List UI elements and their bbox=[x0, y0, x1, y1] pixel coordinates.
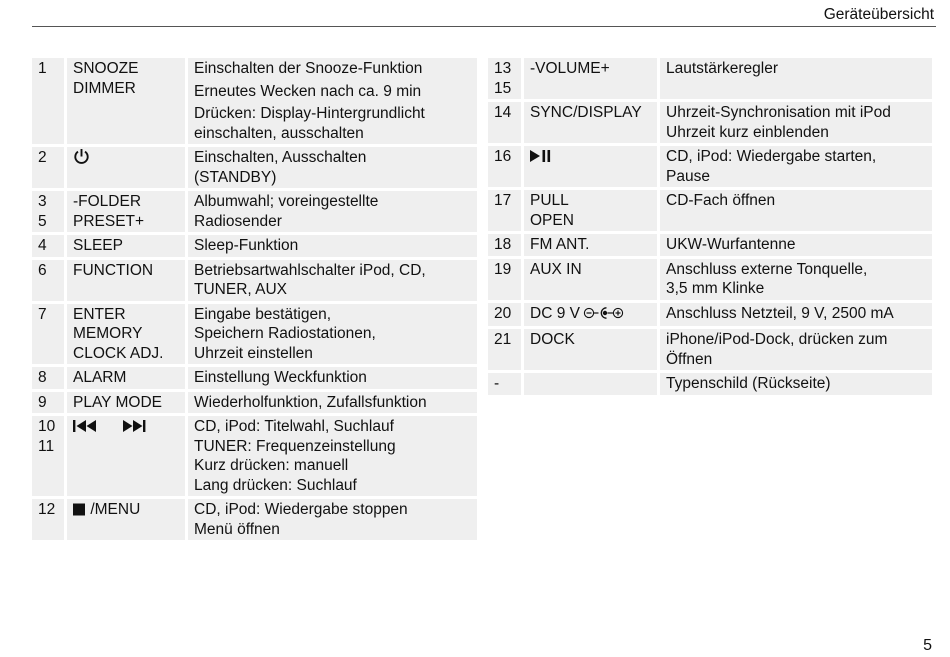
description-cell bbox=[188, 58, 477, 144]
control-icon-line bbox=[73, 148, 180, 171]
description-cell bbox=[660, 329, 932, 370]
control-name-cell bbox=[67, 367, 185, 389]
table-row bbox=[488, 329, 932, 370]
description-line: Pause bbox=[666, 167, 710, 185]
table-row bbox=[32, 191, 477, 232]
item-number-line: 12 bbox=[38, 501, 56, 518]
control-name-line: PLAY MODE bbox=[73, 393, 163, 411]
description-line: Menü öffnen bbox=[194, 520, 280, 538]
control-name-cell bbox=[524, 190, 657, 231]
description-cell bbox=[660, 259, 932, 300]
description-cell bbox=[660, 58, 932, 99]
control-name-cell bbox=[67, 260, 185, 301]
description-line: CD-Fach öffnen bbox=[666, 192, 776, 209]
control-name-line bbox=[530, 304, 652, 326]
description-line: Typenschild (Rückseite) bbox=[666, 375, 831, 392]
item-number-cell bbox=[488, 234, 521, 256]
controls-table-left bbox=[32, 58, 477, 543]
description-line: Uhrzeit-Synchronisation mit iPod bbox=[666, 104, 891, 121]
table-row bbox=[32, 367, 477, 389]
control-name-cell bbox=[524, 234, 657, 256]
item-number-cell bbox=[32, 58, 64, 144]
item-number-line: 10 bbox=[38, 418, 56, 435]
item-number-cell bbox=[32, 260, 64, 301]
control-name-text: /MENU bbox=[90, 501, 141, 518]
controls-table-right bbox=[488, 58, 932, 398]
table-row bbox=[488, 303, 932, 327]
description-line: Öffnen bbox=[666, 350, 713, 368]
control-name-cell bbox=[67, 58, 185, 144]
table-row bbox=[32, 260, 477, 301]
control-name-line: AUX IN bbox=[530, 260, 582, 278]
control-name-cell bbox=[524, 58, 657, 99]
table-row bbox=[32, 499, 477, 540]
item-number-line: 15 bbox=[494, 79, 512, 97]
description-cell bbox=[660, 146, 932, 187]
item-number-cell bbox=[488, 303, 521, 327]
item-number-line: 16 bbox=[494, 148, 512, 165]
description-line: Lang drücken: Suchlauf bbox=[194, 476, 357, 494]
description-cell bbox=[188, 392, 477, 414]
table-row bbox=[488, 190, 932, 231]
table-row bbox=[488, 259, 932, 300]
dc-polarity-icon bbox=[584, 306, 628, 326]
control-name-text: DC 9 V bbox=[530, 304, 580, 322]
control-icon-line bbox=[530, 147, 652, 169]
description-line: Albumwahl; voreingestellte bbox=[194, 193, 379, 210]
control-name-line: PULL bbox=[530, 192, 569, 209]
description-line: einschalten, ausschalten bbox=[194, 124, 364, 142]
control-name-cell bbox=[524, 102, 657, 143]
control-name-cell bbox=[67, 499, 185, 540]
table-row bbox=[488, 58, 932, 99]
item-number-line: 11 bbox=[38, 437, 55, 455]
description-line: Radiosender bbox=[194, 212, 282, 230]
control-name-line: DIMMER bbox=[73, 79, 136, 97]
control-name-cell bbox=[524, 146, 657, 187]
description-line: Sleep-Funktion bbox=[194, 237, 299, 254]
description-cell bbox=[660, 373, 932, 395]
description-line: 3,5 mm Klinke bbox=[666, 280, 765, 297]
item-number-line: 5 bbox=[38, 212, 47, 230]
description-line: Uhrzeit kurz einblenden bbox=[666, 123, 829, 141]
table-row bbox=[32, 58, 477, 144]
item-number-line: 7 bbox=[38, 305, 47, 323]
description-line: TUNER, AUX bbox=[194, 281, 288, 298]
description-cell bbox=[660, 234, 932, 256]
control-name-line: FM ANT. bbox=[530, 236, 590, 253]
table-row bbox=[32, 416, 477, 496]
description-line: (STANDBY) bbox=[194, 168, 277, 186]
description-cell bbox=[188, 191, 477, 232]
control-name-line: CLOCK ADJ. bbox=[73, 344, 164, 362]
description-line: iPhone/iPod-Dock, drücken zum bbox=[666, 331, 888, 348]
control-name-line: ENTER bbox=[73, 305, 126, 323]
item-number-line: 21 bbox=[494, 331, 512, 348]
description-cell bbox=[188, 260, 477, 301]
description-line: Uhrzeit einstellen bbox=[194, 344, 313, 362]
item-number-line: 3 bbox=[38, 193, 47, 210]
item-number-cell bbox=[488, 373, 521, 395]
control-name-line: SNOOZE bbox=[73, 60, 139, 77]
item-number-cell bbox=[32, 392, 64, 414]
table-row bbox=[32, 235, 477, 257]
description-line: CD, iPod: Wiedergabe stoppen bbox=[194, 501, 408, 518]
item-number-line: 17 bbox=[494, 192, 512, 209]
control-name-line: SLEEP bbox=[73, 237, 123, 254]
table-row bbox=[488, 234, 932, 256]
control-name-cell bbox=[67, 191, 185, 232]
control-name-cell bbox=[524, 329, 657, 370]
control-name-cell bbox=[67, 235, 185, 257]
item-number-line: 20 bbox=[494, 304, 512, 322]
item-number-line: 1 bbox=[38, 60, 47, 77]
description-cell bbox=[188, 304, 477, 365]
description-line: Einschalten, Ausschalten bbox=[194, 149, 367, 166]
description-line: Kurz drücken: manuell bbox=[194, 457, 349, 474]
item-number-line: 8 bbox=[38, 369, 47, 386]
control-name-cell bbox=[67, 392, 185, 414]
control-name-line: PRESET+ bbox=[73, 212, 145, 230]
control-name-cell bbox=[67, 304, 185, 365]
description-line: Betriebsartwahlschalter iPod, CD, bbox=[194, 261, 426, 279]
description-cell bbox=[188, 367, 477, 389]
control-name-line: MEMORY bbox=[73, 325, 143, 342]
item-number-cell bbox=[488, 102, 521, 143]
control-name-line: FUNCTION bbox=[73, 261, 154, 279]
item-number-cell bbox=[32, 191, 64, 232]
table-row bbox=[488, 373, 932, 395]
description-line: Speichern Radiostationen, bbox=[194, 325, 376, 342]
description-line: Eingabe bestätigen, bbox=[194, 305, 332, 323]
item-number-cell bbox=[32, 304, 64, 365]
control-name-line: DOCK bbox=[530, 331, 575, 348]
table-row bbox=[32, 392, 477, 414]
item-number-cell bbox=[488, 329, 521, 370]
page-number: 5 bbox=[923, 637, 932, 654]
description-line: Einschalten der Snooze-Funktion bbox=[194, 60, 423, 77]
item-number-line: 13 bbox=[494, 60, 512, 77]
description-cell bbox=[188, 416, 477, 496]
play-pause-icon bbox=[530, 149, 552, 169]
control-name-line bbox=[73, 500, 180, 522]
item-number-cell bbox=[488, 58, 521, 99]
description-line: Anschluss Netzteil, 9 V, 2500 mA bbox=[666, 304, 894, 322]
stop-icon bbox=[73, 502, 86, 522]
table-row bbox=[488, 146, 932, 187]
item-number-line: 18 bbox=[494, 236, 512, 253]
table-row bbox=[32, 147, 477, 188]
control-name-line: SYNC/DISPLAY bbox=[530, 104, 642, 121]
item-number-cell bbox=[32, 235, 64, 257]
description-line: TUNER: Frequenzeinstellung bbox=[194, 437, 396, 455]
item-number-cell bbox=[32, 499, 64, 540]
page-header-title: Geräteübersicht bbox=[823, 6, 934, 23]
description-line: Drücken: Display-Hintergrundlicht bbox=[194, 105, 425, 122]
item-number-line: 4 bbox=[38, 237, 47, 254]
control-name-cell bbox=[67, 147, 185, 188]
description-line: Anschluss externe Tonquelle, bbox=[666, 260, 868, 278]
item-number-line: 6 bbox=[38, 261, 47, 279]
item-number-cell bbox=[488, 190, 521, 231]
description-cell bbox=[660, 303, 932, 327]
item-number-line: 19 bbox=[494, 260, 512, 278]
item-number-cell bbox=[488, 259, 521, 300]
description-cell bbox=[660, 190, 932, 231]
description-line: UKW-Wurfantenne bbox=[666, 236, 796, 253]
description-line: Erneutes Wecken nach ca. 9 min bbox=[194, 82, 422, 100]
item-number-line: 2 bbox=[38, 149, 47, 166]
table-row bbox=[32, 304, 477, 365]
description-cell bbox=[188, 147, 477, 188]
control-name-line: OPEN bbox=[530, 211, 574, 229]
description-cell bbox=[188, 499, 477, 540]
item-number-line: - bbox=[494, 375, 500, 392]
item-number-line: 14 bbox=[494, 104, 512, 121]
description-line: Lautstärkeregler bbox=[666, 60, 779, 77]
power-icon bbox=[73, 148, 90, 171]
item-number-cell bbox=[32, 147, 64, 188]
control-icon-line bbox=[73, 417, 180, 439]
control-name-cell bbox=[524, 303, 657, 327]
control-name-line: ALARM bbox=[73, 369, 127, 386]
item-number-line: 9 bbox=[38, 393, 47, 411]
header-divider bbox=[32, 26, 936, 27]
description-line: Wiederholfunktion, Zufallsfunktion bbox=[194, 393, 427, 411]
description-cell bbox=[188, 235, 477, 257]
table-row bbox=[488, 102, 932, 143]
control-name-cell bbox=[524, 259, 657, 300]
skip-previous-next-icons bbox=[73, 419, 155, 439]
description-cell bbox=[660, 102, 932, 143]
description-line: CD, iPod: Titelwahl, Suchlauf bbox=[194, 418, 394, 435]
control-name-cell bbox=[67, 416, 185, 496]
description-line: CD, iPod: Wiedergabe starten, bbox=[666, 148, 877, 165]
control-name-cell bbox=[524, 373, 657, 395]
control-name-line: -VOLUME+ bbox=[530, 60, 610, 77]
description-line: Einstellung Weckfunktion bbox=[194, 369, 367, 386]
control-name-line: -FOLDER bbox=[73, 193, 142, 210]
item-number-cell bbox=[488, 146, 521, 187]
item-number-cell bbox=[32, 416, 64, 496]
item-number-cell bbox=[32, 367, 64, 389]
